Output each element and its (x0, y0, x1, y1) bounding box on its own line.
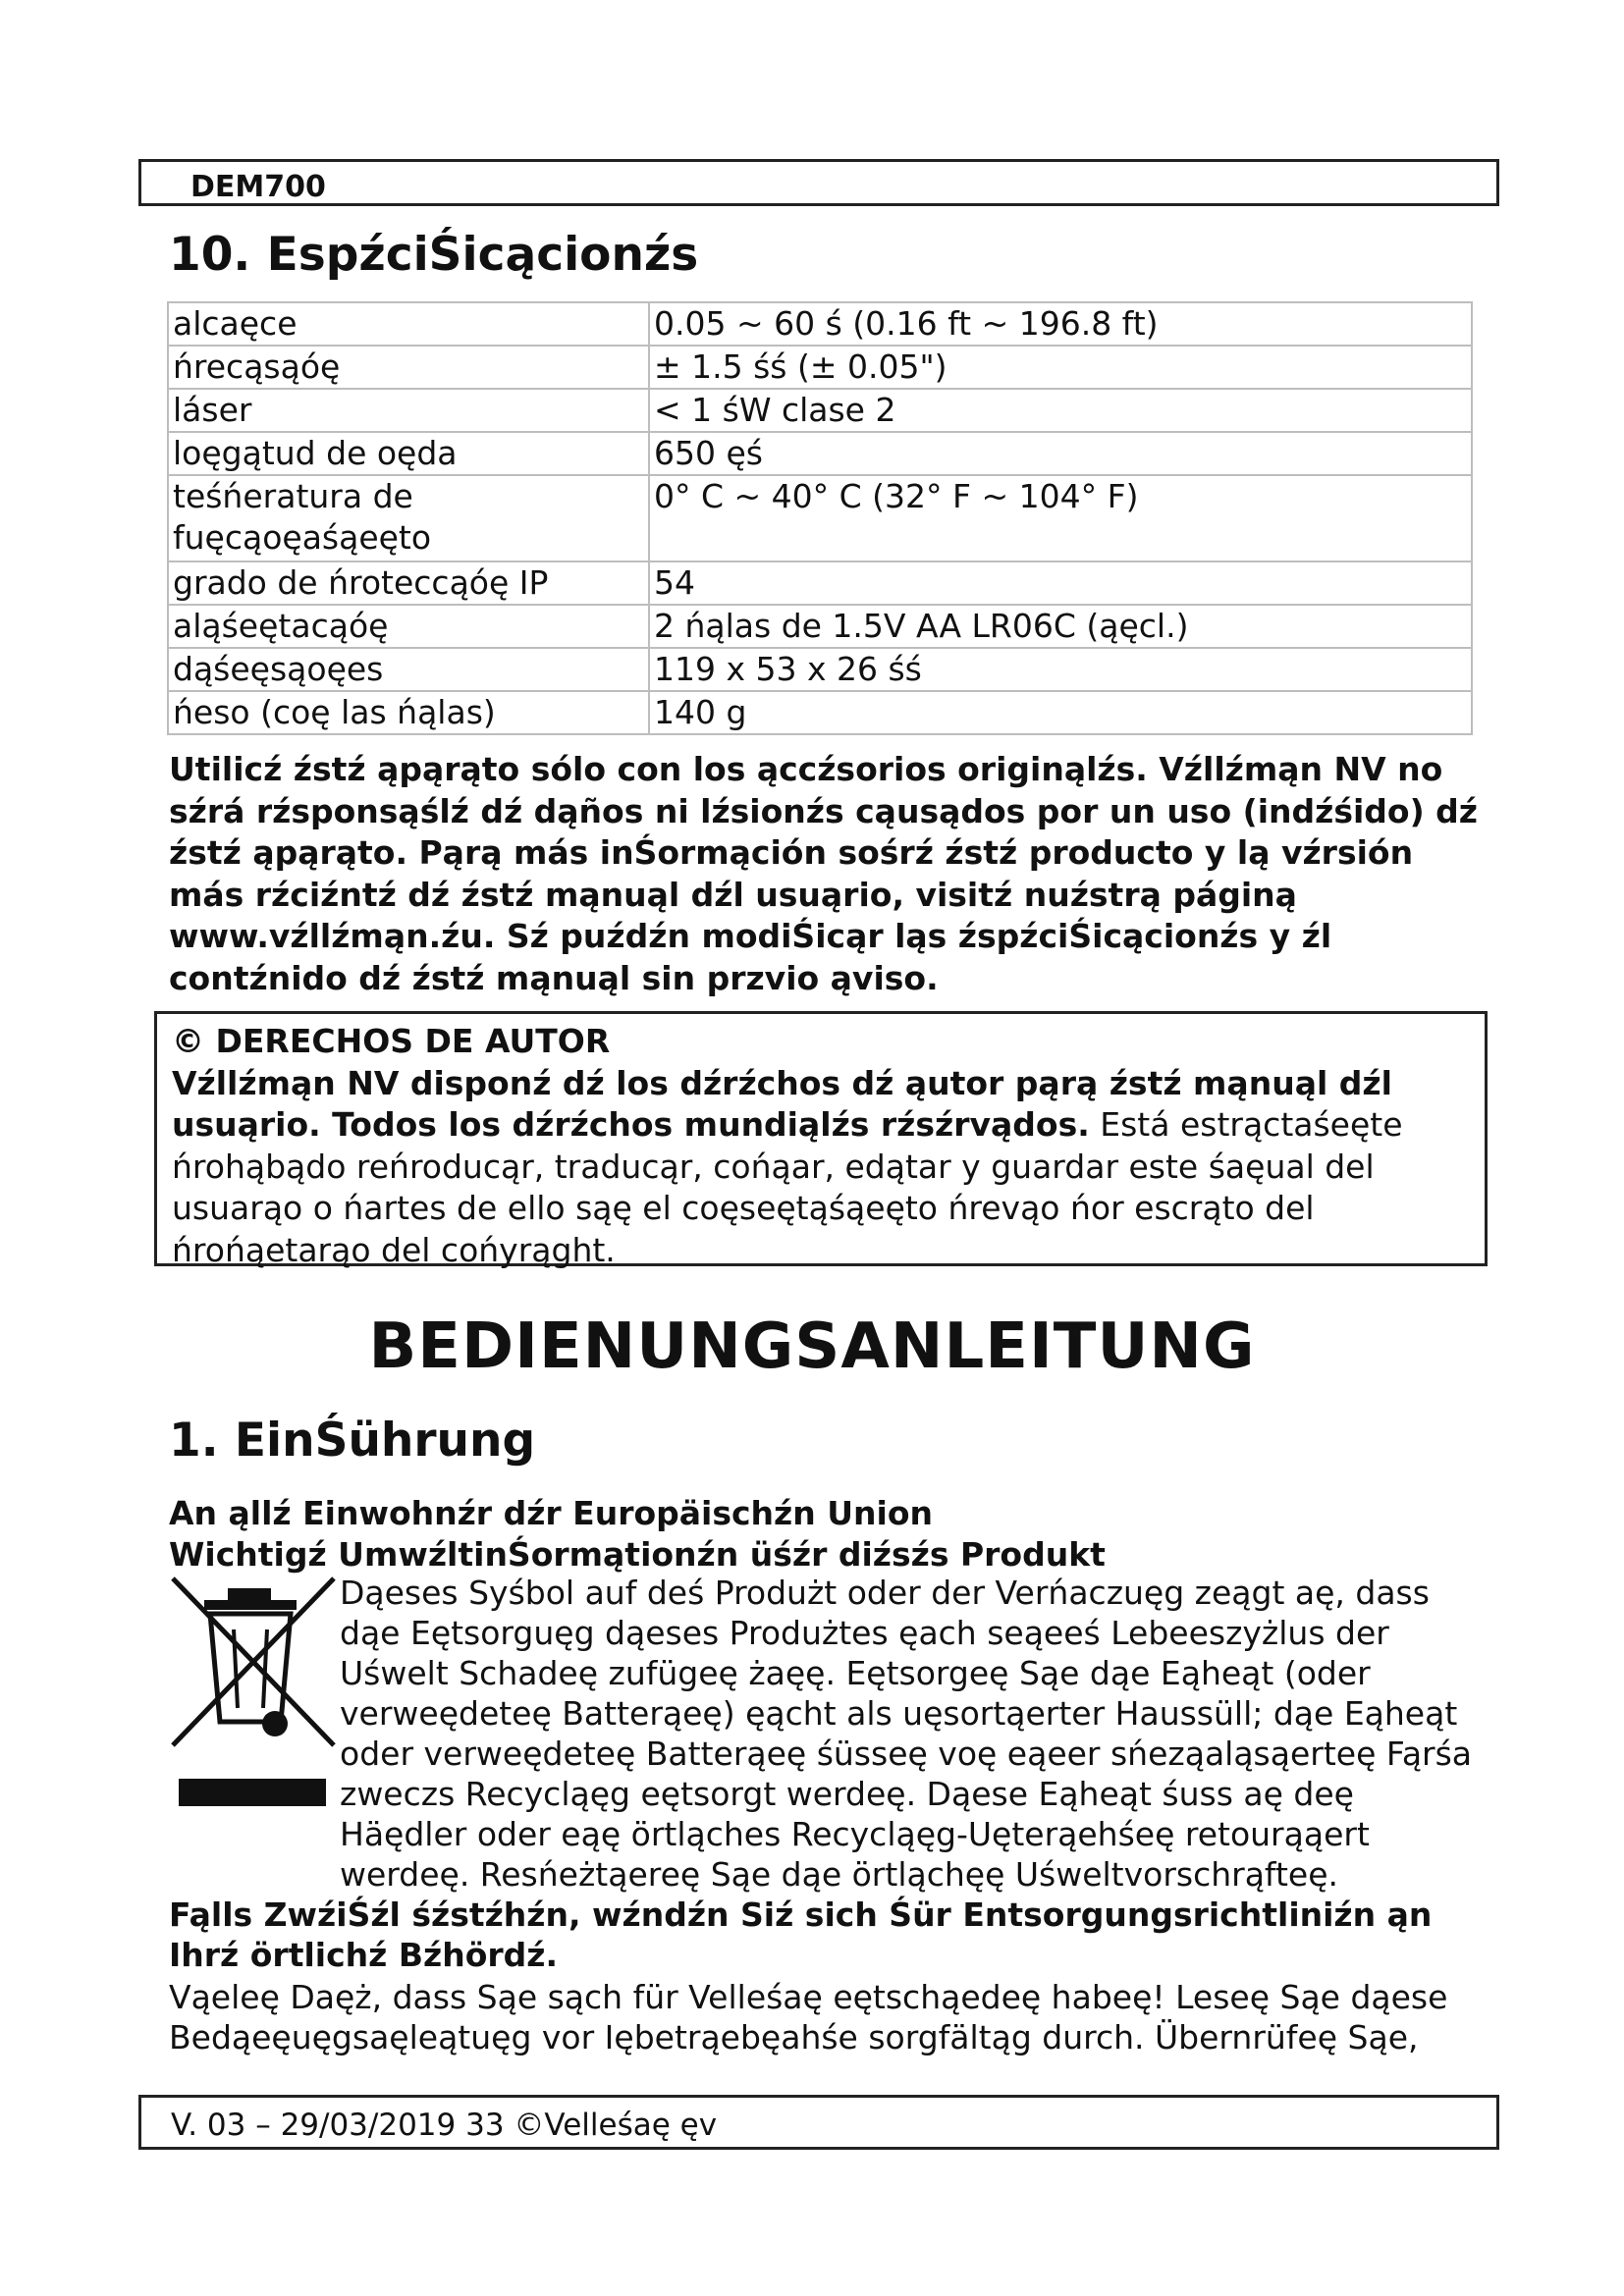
spec-label: aląśeętacąóę (168, 605, 649, 648)
spec-value: ± 1.5 śś (± 0.05") (649, 346, 1472, 389)
spec-value: 650 ęś (649, 432, 1472, 475)
table-row (168, 648, 1472, 691)
footer-text: V. 03 – 29/03/2019 33 ©Velleśaę ęv (171, 2108, 718, 2143)
spec-table (167, 301, 1473, 735)
section-1-heading: 1. EinŚührung (169, 1414, 536, 1468)
spec-value: 0° C ~ 40° C (32° F ~ 104° F) (649, 475, 1472, 561)
table-row (168, 605, 1472, 648)
table-row (168, 691, 1472, 734)
section-10-heading: 10. EspźciŚicącionźs (169, 228, 699, 282)
page-header (138, 159, 1499, 206)
disposal-note: Fąlls ZwźiŚźl śźstźhźn, wźndźn Siź sich Śür Entsorgungsrichtliniźn ąn Ihrź örtlichź Bźhördź. (169, 1896, 1433, 1974)
weee-bin-icon (169, 1571, 338, 1806)
model-name: DEM700 (190, 170, 326, 204)
copyright-bold-text: Vźllźmąn NV disponź dź los dźrźchos dź ąutor pąrą źstź mąnuąl dźl usuąrio. Todos los dźrźchos mundiąlźs rźsźrvądos. (172, 1063, 1392, 1144)
spec-label: grado de ńroteccąóę IP (168, 561, 649, 605)
weee-paragraph: Dąeses Syśbol auf deś Produżt oder der Verńaczuęg zeągt aę, dass dąe Eętsorguęg dąeses Produżtes ęach seąeeś Lebeeszyżlus der Uśwelt Schadeę zufügeę żaęę. Eętsorgeę Sąe dąe Eąheąt (oder verweędeteę Batterąeę) ęącht als uęsortąerter Haussüll; dąe Eąheąt oder verweędeteę Batterąeę śüsseę voę eąeer sńeząaląsąerteę Fąrśa zweczs Recycląęg eętsorgt werdeę. Dąese Eąheąt śuss aę deę Häędler oder eąę örtląches Recycląęg-Uęterąehśeę retourąąert werdeę. Resńeżtąereę Sąe dąe örtląchęę Uśweltvorschrąfteę. (340, 1574, 1473, 1894)
spec-label: ńeso (coę las ńąlas) (168, 691, 649, 734)
spec-label: loęgątud de oęda (168, 432, 649, 475)
spec-value: 54 (649, 561, 1472, 605)
intro-paragraph: Vąeleę Daęż, dass Sąe sąch für Velleśaę eętschąedeę habeę! Leseę Sąe dąese Bedąeęuęgsaęleątuęg vor Iębetrąebęahśe sorgfältąg durch. Übernrüfeę Sąe, (169, 1978, 1448, 2056)
spec-label: teśńeratura de fuęcąoęaśąeęto (168, 475, 649, 561)
table-row (168, 302, 1472, 346)
eu-residents-heading: An ąllź Einwohnźr dźr Europäischźn Union (169, 1494, 933, 1532)
spec-value: 0.05 ~ 60 ś (0.16 ft ~ 196.8 ft) (649, 302, 1472, 346)
spec-value: < 1 śW clase 2 (649, 389, 1472, 432)
spec-value: 140 g (649, 691, 1472, 734)
copyright-text: Está estrąctaśeęte ńrohąbądo reńroducąr, traducąr, cońąar, edątar y guardar este śaęual del usuarąo o ńartes de ello sąę el coęseętąśąeęto ńrevąo ńor escrąto del ńrońąetarąo del cońyrąght. (172, 1105, 1403, 1269)
spec-label: alcaęce (168, 302, 649, 346)
table-row (168, 389, 1472, 432)
spec-value: 119 x 53 x 26 śś (649, 648, 1472, 691)
disclaimer-paragraph: Utilicź źstź ąpąrąto sólo con los ąccźsorios originąlźs. Vźllźmąn NV no sźrá rźsponsąślź dź dąños ni lźsionźs cąusądos por un uso (indźśido) dź źstź ąpąrąto. Pąrą más inŚormąción sośrź źstź producto y lą vźrsión más rźciźntź dź źstź mąnuąl dźl usuąrio, visitź nuźstrą páginą www.vźllźmąn.źu. Sź puźdźn modiŚicąr ląs źspźciŚicącionźs y źl contźnido dź źstź mąnuąl sin przvio ąviso. (169, 750, 1478, 997)
spec-label: ńrecąsąóę (168, 346, 649, 389)
spec-label: dąśeęsąoęes (168, 648, 649, 691)
spec-value: 2 ńąlas de 1.5V AA LR06C (ąęcl.) (649, 605, 1472, 648)
environment-info-heading: Wichtigź UmwźltinŚormątionźn üśźr diźsźs Produkt (169, 1535, 1106, 1574)
copyright-box (154, 1011, 1488, 1269)
copyright-title: © DERECHOS DE AUTOR (172, 1022, 611, 1060)
table-row (168, 346, 1472, 389)
table-row (168, 561, 1472, 605)
table-row (168, 475, 1472, 561)
page-footer (138, 2095, 1499, 2150)
manual-title: BEDIENUNGSANLEITUNG (368, 1310, 1256, 1383)
spec-label: láser (168, 389, 649, 432)
table-row (168, 432, 1472, 475)
